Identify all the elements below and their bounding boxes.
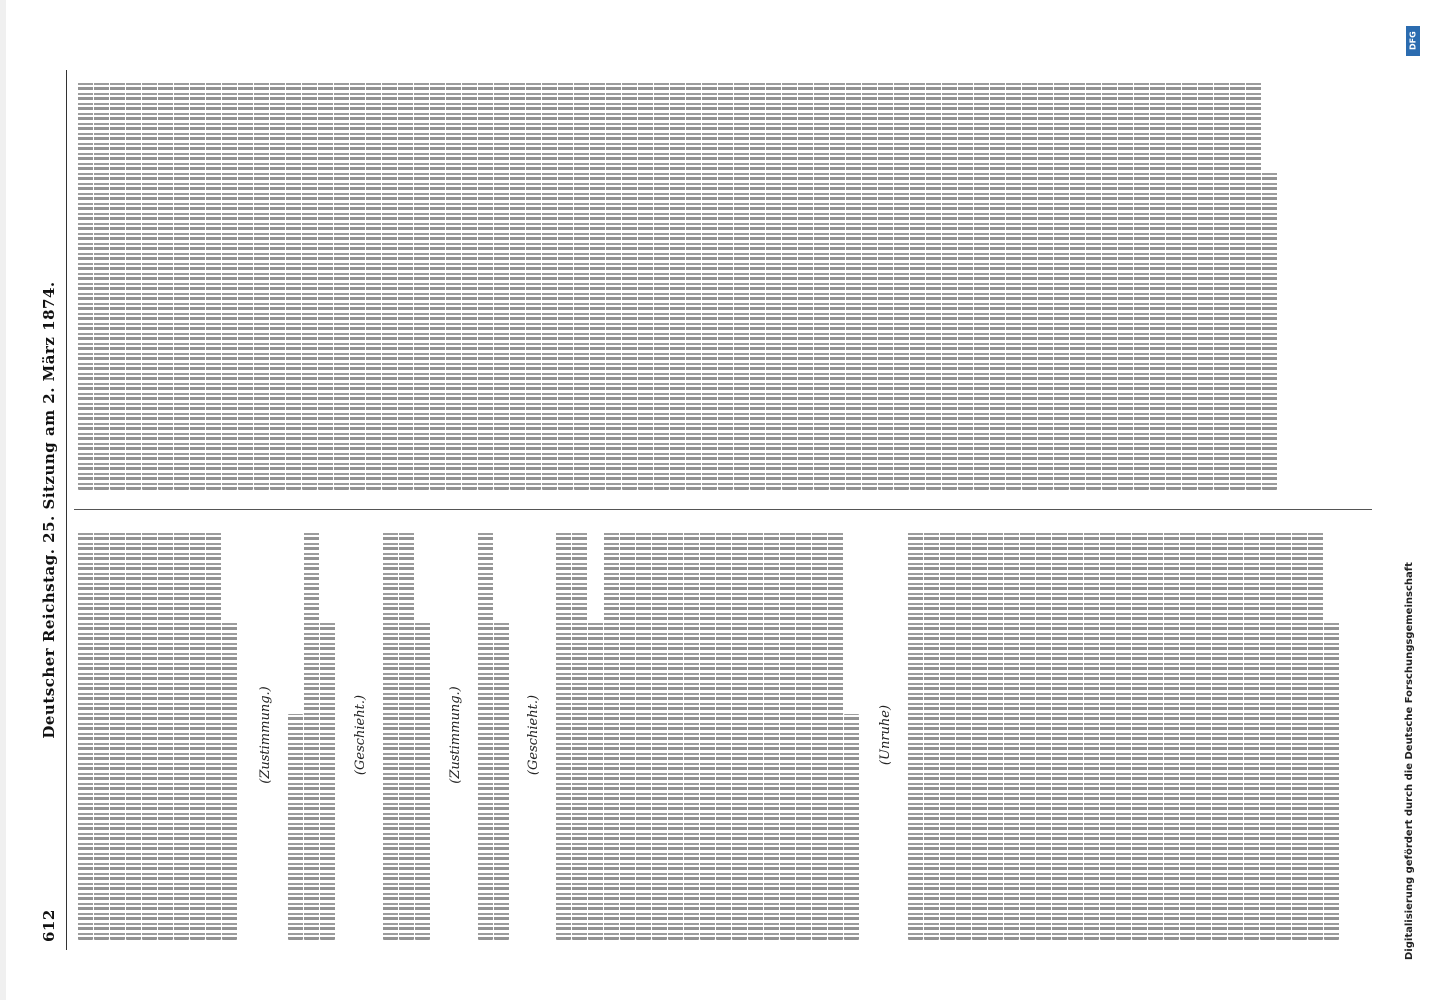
- text-block: [383, 530, 431, 940]
- interjection-note: (Geschieht.): [353, 694, 368, 776]
- interjection-note: (Unruhe): [878, 704, 893, 766]
- header-rule: [66, 70, 67, 950]
- column-left: [78, 530, 1370, 940]
- interjection-note: (Zustimmung.): [258, 686, 273, 784]
- interjection-note: (Zustimmung.): [448, 686, 463, 784]
- page-header: [40, 70, 64, 950]
- running-head: Deutscher Reichstag. 25. Sitzung am 2. März 1874.: [40, 281, 58, 739]
- scan-edge: [0, 0, 6, 1000]
- digitization-note: Digitalisierung gefördert durch die Deutsche Forschungsgemeinschaft: [1404, 562, 1415, 960]
- digitization-sidebar: [1396, 20, 1432, 980]
- column-separator: [74, 509, 1372, 510]
- page-number: 612: [40, 909, 58, 942]
- text-block: [78, 80, 1278, 490]
- text-block: [556, 530, 860, 940]
- text-block: [288, 530, 336, 940]
- dfg-logo: DFG: [1406, 26, 1420, 56]
- text-block: [478, 530, 510, 940]
- rotated-sheet: [40, 70, 1380, 950]
- text-block: [78, 530, 238, 940]
- column-right: [78, 80, 1370, 490]
- text-block: [908, 530, 1340, 940]
- interjection-note: (Geschieht.): [526, 694, 541, 776]
